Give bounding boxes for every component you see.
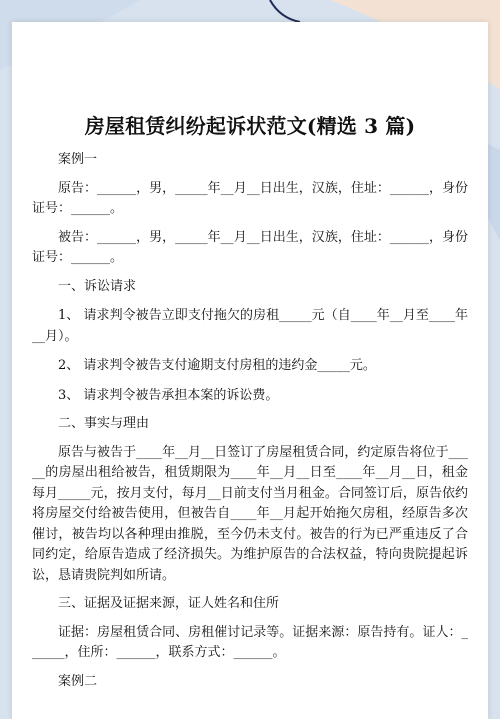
document-body	[32, 150, 468, 692]
plaintiff-info: 原告：______，男，_____年__月__日出生，汉族，住址：______，身份证号：______。	[32, 180, 468, 216]
section-heading-facts: 二、事实与理由	[58, 416, 150, 431]
facts-paragraph: 原告与被告于____年__月__日签订了房屋租赁合同，约定原告将位于_____的房屋出租给被告，租赁期限为____年__月__日至____年__月__日，租金每月_____元，按月支付，每月__日前支付当月租金。合同签订后，原告依约将房屋交付给被告使用，但被告自____年__月起开始拖欠房租，经原告多次催讨，被告均以各种理由推脱，至今仍未支付。被告的行为已严重违反了合同约定，给原告造成了经济损失。为维护原告的合法权益，特向贵院提起诉讼，恳请贵院判如所请。	[32, 444, 468, 583]
claim-item: 3、 请求判令被告承担本案的诉讼费。	[58, 387, 279, 403]
document-title: 房屋租赁纠纷起诉状范文(精选 3 篇)	[84, 114, 416, 138]
claim-item: 2、 请求判令被告支付逾期支付房租的违约金_____元。	[58, 358, 376, 373]
document-page	[12, 22, 488, 719]
evidence-paragraph: 证据：房屋租赁合同、房租催讨记录等。证据来源：原告持有。证人：______，住所：______，联系方式：______。	[32, 624, 468, 660]
section-heading-evidence: 三、证据及证据来源，证人姓名和住所	[58, 596, 280, 611]
document-content	[32, 112, 468, 692]
section-heading-claims: 一、诉讼请求	[58, 278, 137, 294]
claim-item: 1、 请求判令被告立即支付拖欠的房租_____元（自____年__月至____年__月）。	[32, 308, 468, 344]
case-heading: 案例一	[58, 152, 98, 167]
defendant-info: 被告：______，男，_____年__月__日出生，汉族，住址：______，身份证号：______。	[32, 229, 468, 265]
case-heading: 案例二	[58, 673, 98, 689]
